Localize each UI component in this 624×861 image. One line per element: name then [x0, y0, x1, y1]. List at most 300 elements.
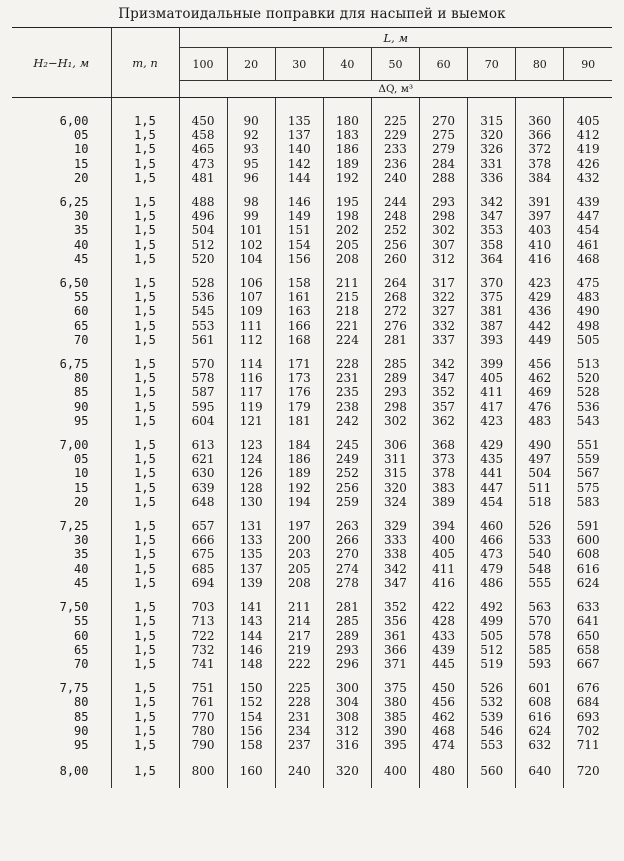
volume-cell: 480	[420, 752, 468, 788]
slope-cell: 1,5	[111, 142, 179, 156]
volume-cell: 360	[516, 98, 564, 129]
volume-cell: 450	[179, 98, 227, 129]
volume-cell: 426	[576, 156, 600, 171]
volume-cell: 106	[227, 266, 275, 290]
volume-cell: 93	[227, 142, 275, 156]
volume-cell: 394	[420, 509, 468, 533]
volume-cell: 454	[468, 495, 516, 509]
volume-cell: 342	[420, 347, 468, 371]
volume-cell: 405	[468, 371, 516, 385]
volume-cell: 322	[420, 290, 468, 304]
volume-cell: 411	[420, 562, 468, 576]
height-diff-cell: 20	[12, 171, 111, 185]
slope-cell: 1,5	[111, 414, 179, 428]
length-header-cell: 90	[564, 48, 612, 81]
volume-cell: 520	[576, 371, 600, 386]
volume-cell: 498	[576, 318, 600, 333]
volume-cell: 429	[516, 290, 564, 304]
volume-cell: 288	[420, 171, 468, 185]
table-row	[12, 657, 612, 671]
volume-cell: 259	[323, 495, 371, 509]
volume-cell: 422	[420, 590, 468, 614]
slope-cell: 1,5	[111, 695, 179, 709]
volume-cell: 442	[516, 319, 564, 333]
volume-cell: 373	[420, 452, 468, 466]
volume-cell: 154	[275, 238, 323, 252]
height-diff-cell: 40	[12, 562, 111, 576]
length-header-cell: 30	[275, 48, 323, 81]
height-diff-cell: 60	[12, 304, 111, 318]
volume-cell: 211	[275, 590, 323, 614]
volume-cell: 403	[516, 223, 564, 237]
slope-cell: 1,5	[111, 385, 179, 399]
table-row	[12, 710, 612, 724]
slope-cell: 1,5	[111, 223, 179, 237]
volume-cell: 112	[227, 333, 275, 347]
volume-cell: 468	[576, 251, 600, 266]
volume-cell: 399	[468, 347, 516, 371]
volume-cell: 357	[420, 400, 468, 414]
volume-cell: 432	[576, 170, 600, 185]
volume-cell: 342	[468, 185, 516, 209]
height-diff-cell: 35	[12, 547, 111, 561]
slope-cell: 1,5	[111, 238, 179, 252]
volume-cell: 158	[275, 266, 323, 290]
volume-cell: 436	[516, 304, 564, 318]
table-row	[12, 629, 612, 643]
table-row	[12, 643, 612, 657]
volume-cell: 601	[516, 671, 564, 695]
volume-cell: 104	[227, 252, 275, 266]
volume-cell: 548	[516, 562, 564, 576]
volume-cell: 600	[576, 533, 600, 548]
table-row	[12, 509, 612, 533]
table-row	[12, 576, 612, 590]
volume-cell: 511	[516, 481, 564, 495]
volume-cell: 231	[323, 371, 371, 385]
volume-cell: 370	[468, 266, 516, 290]
volume-cell: 197	[275, 509, 323, 533]
volume-cell: 124	[227, 452, 275, 466]
volume-cell: 171	[275, 347, 323, 371]
volume-cell: 158	[227, 738, 275, 752]
volume-cell: 184	[275, 428, 323, 452]
volume-cell: 433	[420, 629, 468, 643]
volume-cell: 667	[576, 656, 600, 671]
volume-cell: 539	[468, 710, 516, 724]
slope-cell: 1,5	[111, 209, 179, 223]
volume-cell: 380	[371, 695, 419, 709]
volume-cell: 356	[371, 614, 419, 628]
volume-cell: 256	[371, 238, 419, 252]
height-diff-cell: 10	[12, 142, 111, 156]
volume-cell: 312	[420, 252, 468, 266]
table-row	[12, 347, 612, 371]
volume-cell: 366	[516, 128, 564, 142]
table-row	[12, 590, 612, 614]
volume-cell: 375	[468, 290, 516, 304]
volume-cell: 126	[227, 466, 275, 480]
volume-cell: 224	[323, 333, 371, 347]
table-row	[12, 614, 612, 628]
table-row	[12, 223, 612, 237]
volume-cell: 205	[275, 562, 323, 576]
volume-cell: 456	[516, 347, 564, 371]
volume-cell: 458	[179, 128, 227, 142]
volume-cell: 200	[275, 533, 323, 547]
volume-cell: 378	[420, 466, 468, 480]
volume-cell: 496	[179, 209, 227, 223]
volume-cell: 320	[371, 481, 419, 495]
volume-cell: 302	[420, 223, 468, 237]
volume-cell: 249	[323, 452, 371, 466]
table-row	[12, 414, 612, 428]
volume-cell: 720	[576, 764, 600, 779]
volume-cell: 450	[420, 671, 468, 695]
volume-cell: 347	[371, 576, 419, 590]
volume-cell: 504	[179, 223, 227, 237]
slope-cell: 1,5	[111, 252, 179, 266]
volume-cell: 347	[420, 371, 468, 385]
column-header-length-group: L, м	[179, 28, 612, 48]
volume-cell: 533	[516, 533, 564, 547]
volume-cell: 770	[179, 710, 227, 724]
volume-cell: 324	[371, 495, 419, 509]
volume-cell: 331	[468, 157, 516, 171]
volume-cell: 519	[468, 657, 516, 671]
volume-cell: 242	[323, 414, 371, 428]
table-row	[12, 171, 612, 185]
volume-cell: 473	[179, 157, 227, 171]
volume-cell: 790	[179, 738, 227, 752]
volume-cell: 225	[371, 98, 419, 129]
volume-cell: 513	[576, 357, 600, 372]
volume-cell: 410	[516, 238, 564, 252]
volume-cell: 384	[516, 171, 564, 185]
volume-cell: 608	[576, 547, 600, 562]
volume-cell: 166	[275, 319, 323, 333]
volume-cell: 293	[323, 643, 371, 657]
volume-cell: 222	[275, 657, 323, 671]
volume-cell: 289	[371, 371, 419, 385]
volume-cell: 361	[371, 629, 419, 643]
volume-cell: 486	[468, 576, 516, 590]
volume-cell: 390	[371, 724, 419, 738]
volume-cell: 137	[275, 128, 323, 142]
volume-cell: 189	[323, 157, 371, 171]
table-row	[12, 452, 612, 466]
volume-cell: 95	[227, 157, 275, 171]
volume-cell: 131	[227, 509, 275, 533]
volume-cell: 462	[420, 710, 468, 724]
volume-cell: 176	[275, 385, 323, 399]
table-row	[12, 400, 612, 414]
volume-cell: 107	[227, 290, 275, 304]
volume-cell: 445	[420, 657, 468, 671]
slope-cell: 1,5	[111, 752, 179, 788]
volume-cell: 358	[468, 238, 516, 252]
volume-cell: 560	[468, 752, 516, 788]
length-header-cell: 20	[227, 48, 275, 81]
volume-cell: 114	[227, 347, 275, 371]
volume-cell: 329	[371, 509, 419, 533]
volume-cell: 315	[468, 98, 516, 129]
volume-cell: 639	[179, 481, 227, 495]
volume-cell: 466	[468, 533, 516, 547]
volume-cell: 640	[516, 752, 564, 788]
height-diff-cell: 05	[12, 452, 111, 466]
volume-cell: 419	[576, 142, 600, 157]
height-diff-cell: 10	[12, 466, 111, 480]
table-row	[12, 142, 612, 156]
volume-cell: 505	[576, 332, 600, 347]
volume-cell: 240	[275, 752, 323, 788]
volume-cell: 320	[323, 752, 371, 788]
length-header-cell: 80	[516, 48, 564, 81]
table-row	[12, 466, 612, 480]
slope-cell: 1,5	[111, 400, 179, 414]
volume-cell: 117	[227, 385, 275, 399]
volume-cell: 146	[227, 643, 275, 657]
volume-cell: 461	[576, 237, 600, 252]
volume-cell: 264	[371, 266, 419, 290]
volume-cell: 454	[576, 223, 600, 238]
volume-cell: 423	[468, 414, 516, 428]
table-row	[12, 738, 612, 752]
volume-cell: 366	[371, 643, 419, 657]
volume-cell: 423	[516, 266, 564, 290]
volume-cell: 648	[179, 495, 227, 509]
volume-cell: 411	[468, 385, 516, 399]
height-diff-cell: 80	[12, 371, 111, 385]
volume-cell: 217	[275, 629, 323, 643]
slope-cell: 1,5	[111, 128, 179, 142]
volume-cell: 102	[227, 238, 275, 252]
volume-cell: 520	[179, 252, 227, 266]
volume-cell: 198	[323, 209, 371, 223]
volume-cell: 630	[179, 466, 227, 480]
volume-cell: 281	[371, 333, 419, 347]
volume-cell: 235	[323, 385, 371, 399]
volume-cell: 302	[371, 414, 419, 428]
volume-cell: 274	[323, 562, 371, 576]
volume-cell: 256	[323, 481, 371, 495]
volume-cell: 180	[323, 98, 371, 129]
volume-cell: 447	[468, 481, 516, 495]
volume-cell: 144	[275, 171, 323, 185]
slope-cell: 1,5	[111, 290, 179, 304]
height-diff-cell: 8,00	[12, 752, 111, 788]
volume-cell: 504	[516, 466, 564, 480]
volume-cell: 168	[275, 333, 323, 347]
volume-cell: 279	[420, 142, 468, 156]
volume-cell: 469	[516, 385, 564, 399]
volume-cell: 327	[420, 304, 468, 318]
table-row	[12, 333, 612, 347]
table-row	[12, 695, 612, 709]
volume-cell: 130	[227, 495, 275, 509]
volume-cell: 741	[179, 657, 227, 671]
table-row	[12, 185, 612, 209]
volume-cell: 214	[275, 614, 323, 628]
volume-cell: 308	[323, 710, 371, 724]
volume-cell: 528	[179, 266, 227, 290]
height-diff-cell: 55	[12, 614, 111, 628]
volume-cell: 228	[323, 347, 371, 371]
volume-cell: 121	[227, 414, 275, 428]
height-diff-cell: 60	[12, 629, 111, 643]
volume-cell: 417	[468, 400, 516, 414]
volume-cell: 337	[420, 333, 468, 347]
volume-cell: 604	[179, 414, 227, 428]
volume-cell: 296	[323, 657, 371, 671]
length-header-cell: 70	[468, 48, 516, 81]
volume-cell: 545	[179, 304, 227, 318]
height-diff-cell: 20	[12, 495, 111, 509]
table-row	[12, 304, 612, 318]
volume-cell: 675	[179, 547, 227, 561]
volume-cell: 101	[227, 223, 275, 237]
volume-cell: 536	[179, 290, 227, 304]
volume-cell: 150	[227, 671, 275, 695]
volume-cell: 347	[468, 209, 516, 223]
volume-cell: 497	[516, 452, 564, 466]
table-row	[12, 752, 612, 788]
height-diff-cell: 90	[12, 724, 111, 738]
table-row	[12, 533, 612, 547]
volume-cell: 371	[371, 657, 419, 671]
volume-cell: 92	[227, 128, 275, 142]
volume-cell: 416	[420, 576, 468, 590]
volume-cell: 633	[576, 600, 600, 615]
volume-cell: 393	[468, 333, 516, 347]
volume-cell: 111	[227, 319, 275, 333]
table-row	[12, 671, 612, 695]
volume-cell: 397	[516, 209, 564, 223]
volume-cell: 272	[371, 304, 419, 318]
volume-cell: 587	[179, 385, 227, 399]
volume-cell: 320	[468, 128, 516, 142]
slope-cell: 1,5	[111, 547, 179, 561]
volume-cell: 488	[179, 185, 227, 209]
volume-cell: 641	[576, 614, 600, 629]
volume-cell: 238	[323, 400, 371, 414]
volume-cell: 219	[275, 643, 323, 657]
column-header-mn: m, n	[111, 28, 179, 98]
slope-cell: 1,5	[111, 509, 179, 533]
volume-cell: 173	[275, 371, 323, 385]
slope-cell: 1,5	[111, 724, 179, 738]
height-diff-cell: 7,75	[12, 671, 111, 695]
height-diff-cell: 70	[12, 657, 111, 671]
volume-cell: 650	[576, 628, 600, 643]
volume-cell: 460	[468, 509, 516, 533]
slope-cell: 1,5	[111, 185, 179, 209]
slope-cell: 1,5	[111, 495, 179, 509]
slope-cell: 1,5	[111, 629, 179, 643]
volume-cell: 578	[179, 371, 227, 385]
volume-cell: 352	[371, 590, 419, 614]
volume-cell: 405	[420, 547, 468, 561]
volume-cell: 555	[516, 576, 564, 590]
volume-cell: 483	[576, 290, 600, 305]
volume-cell: 456	[420, 695, 468, 709]
table-row	[12, 495, 612, 509]
volume-cell: 570	[179, 347, 227, 371]
slope-cell: 1,5	[111, 671, 179, 695]
volume-cell: 553	[179, 319, 227, 333]
volume-cell: 575	[576, 480, 600, 495]
volume-cell: 315	[371, 466, 419, 480]
height-diff-cell: 35	[12, 223, 111, 237]
volume-cell: 780	[179, 724, 227, 738]
slope-cell: 1,5	[111, 614, 179, 628]
volume-cell: 553	[468, 738, 516, 752]
volume-cell: 307	[420, 238, 468, 252]
volume-cell: 526	[468, 671, 516, 695]
volume-cell: 140	[275, 142, 323, 156]
slope-cell: 1,5	[111, 347, 179, 371]
volume-cell: 268	[371, 290, 419, 304]
slope-cell: 1,5	[111, 481, 179, 495]
volume-cell: 135	[275, 98, 323, 129]
volume-cell: 632	[516, 738, 564, 752]
volume-cell: 490	[576, 304, 600, 319]
volume-cell: 391	[516, 185, 564, 209]
volume-cell: 316	[323, 738, 371, 752]
height-diff-cell: 65	[12, 643, 111, 657]
volume-cell: 289	[323, 629, 371, 643]
volume-cell: 512	[468, 643, 516, 657]
volume-cell: 285	[371, 347, 419, 371]
slope-cell: 1,5	[111, 319, 179, 333]
height-diff-cell: 15	[12, 157, 111, 171]
height-diff-cell: 90	[12, 400, 111, 414]
volume-cell: 333	[371, 533, 419, 547]
volume-cell: 593	[516, 657, 564, 671]
table-row	[12, 385, 612, 399]
height-diff-cell: 95	[12, 738, 111, 752]
volume-cell: 338	[371, 547, 419, 561]
volume-cell: 194	[275, 495, 323, 509]
volume-cell: 186	[275, 452, 323, 466]
volume-cell: 483	[516, 414, 564, 428]
volume-cell: 298	[371, 400, 419, 414]
volume-cell: 160	[227, 752, 275, 788]
volume-cell: 342	[371, 562, 419, 576]
volume-cell: 275	[420, 128, 468, 142]
volume-cell: 252	[323, 466, 371, 480]
volume-cell: 233	[371, 142, 419, 156]
volume-cell: 499	[468, 614, 516, 628]
slope-cell: 1,5	[111, 562, 179, 576]
volume-cell: 156	[275, 252, 323, 266]
volume-cell: 387	[468, 319, 516, 333]
height-diff-cell: 6,00	[12, 98, 111, 129]
volume-cell: 228	[275, 695, 323, 709]
height-diff-cell: 70	[12, 333, 111, 347]
table-row	[12, 157, 612, 171]
slope-cell: 1,5	[111, 157, 179, 171]
height-diff-cell: 15	[12, 481, 111, 495]
slope-cell: 1,5	[111, 304, 179, 318]
volume-cell: 585	[516, 643, 564, 657]
volume-cell: 435	[468, 452, 516, 466]
table-row	[12, 371, 612, 385]
volume-cell: 528	[576, 385, 600, 400]
volume-cell: 684	[576, 695, 600, 710]
volume-cell: 133	[227, 533, 275, 547]
